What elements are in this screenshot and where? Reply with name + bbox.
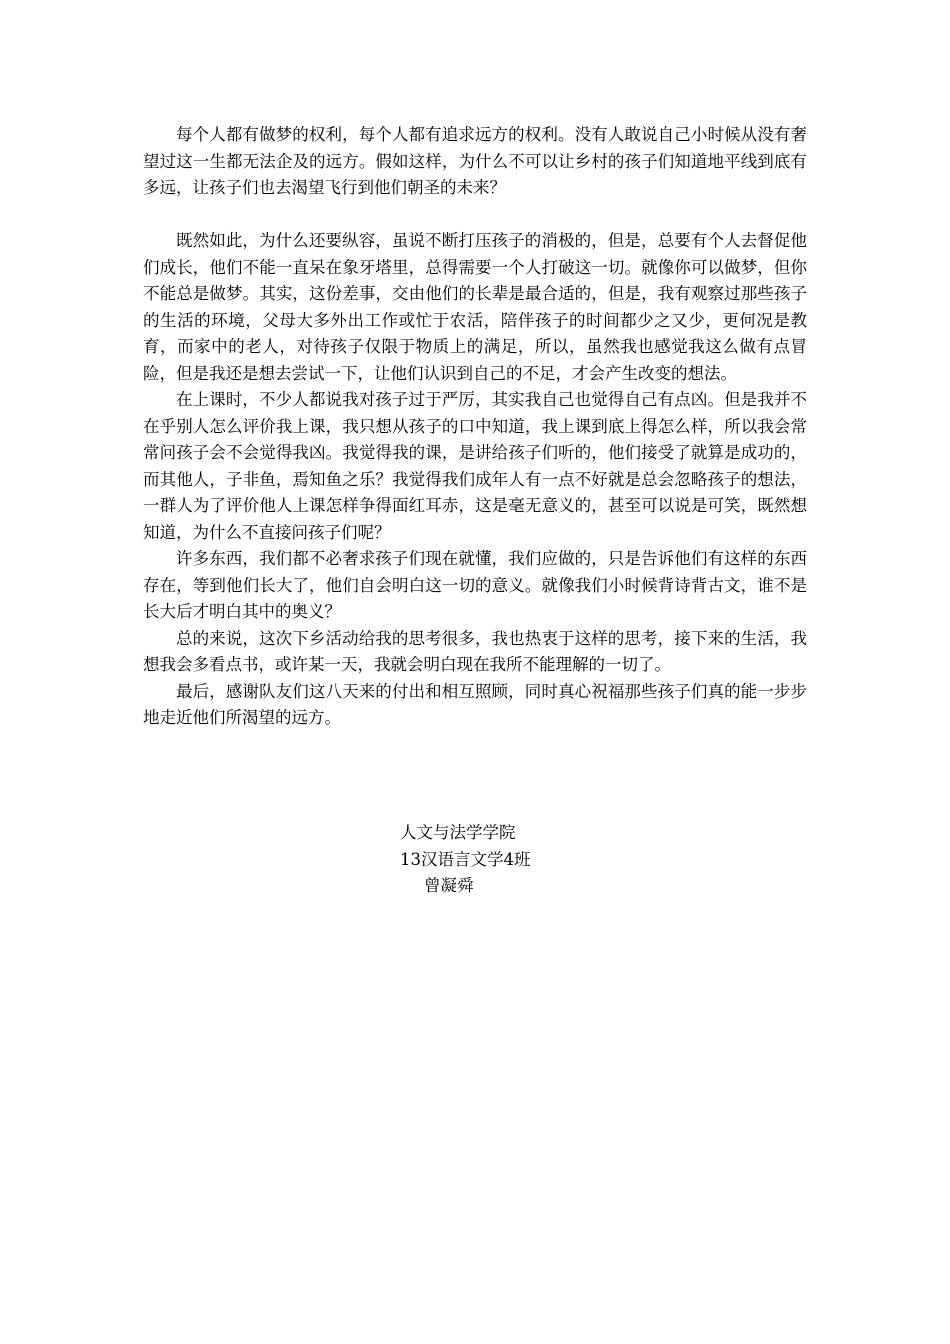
paragraph-summary: 总的来说，这次下乡活动给我的思考很多，我也热衷于这样的思考，接下来的生活，我想我会多看点书，或许某一天，我就会明白现在我所不能理解的一切了。 xyxy=(143,628,807,674)
signature-school: 人文与法学学院 xyxy=(400,823,516,842)
signature-block xyxy=(400,820,531,900)
signature-name: 曾凝舜 xyxy=(424,876,474,895)
paragraph-spacer xyxy=(143,202,807,229)
paragraph-understanding: 许多东西，我们都不必奢求孩子们现在就懂，我们应做的，只是告诉他们有这样的东西存在，等到他们长大了，他们自会明白这一切的意义。就像我们小时候背诗背古文，谁不是长大后才明白其中的奥义？ xyxy=(143,549,807,621)
paragraph-teaching-style: 在上课时，不少人都说我对孩子过于严厉，其实我自己也觉得自己有点凶。但是我并不在乎别人怎么评价我上课，我只想从孩子的口中知道，我上课到底上得怎么样，所以我会常常问孩子会不会觉得我凶。我觉得我的课，是讲给孩子们听的，他们接受了就算是成功的，而其他人，子非鱼，焉知鱼之乐？我觉得我们成年人有一点不好就是总会忽略孩子的想法，一群人为了评价他人上课怎样争得面红耳赤，这是毫无意义的，甚至可以说是可笑，既然想知道，为什么不直接问孩子们呢？ xyxy=(143,390,807,542)
paragraph-thanks: 最后，感谢队友们这八天来的付出和相互照顾，同时真心祝福那些孩子们真的能一步步地走近他们所渴望的远方。 xyxy=(143,681,807,727)
paragraph-dreams: 每个人都有做梦的权利，每个人都有追求远方的权利。没有人敢说自己小时候从没有奢望过这一生都无法企及的远方。假如这样，为什么不可以让乡村的孩子们知道地平线到底有多远，让孩子们也去渴望飞行到他们朝圣的未来？ xyxy=(143,125,807,197)
signature-class: 13汉语言文学4班 xyxy=(400,849,531,869)
document-body xyxy=(143,122,807,732)
paragraph-supervision: 既然如此，为什么还要纵容，虽说不断打压孩子的消极的，但是，总要有个人去督促他们成长，他们不能一直呆在象牙塔里，总得需要一个人打破这一切。就像你可以做梦，但你不能总是做梦。其实，这份差事，交由他们的长辈是最合适的，但是，我有观察过那些孩子的生活的环境，父母大多外出工作或忙于农活，陪伴孩子的时间都少之又少，更何况是教育，而家中的老人，对待孩子仅限于物质上的满足，所以，虽然我也感觉我这么做有点冒险，但是我还是想去尝试一下，让他们认识到自己的不足，才会产生改变的想法。 xyxy=(143,231,807,383)
